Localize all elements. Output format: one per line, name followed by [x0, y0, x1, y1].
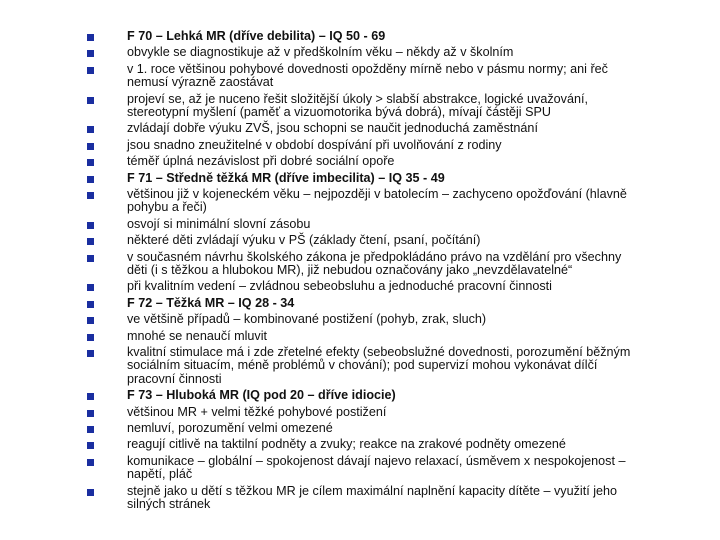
list-item [127, 438, 687, 451]
bullet-square-icon [87, 222, 94, 229]
bullet-square-icon [87, 410, 94, 417]
bullet-square-icon [87, 442, 94, 449]
list-item [127, 155, 687, 168]
list-item-line: F 73 – Hluboká MR (IQ pod 20 – dříve idiocie) [127, 388, 396, 403]
section-heading [127, 389, 687, 402]
list-item-line: sociálním situacím, méně problémů v chování); pod supervizí mohou vykonávat dílčí [127, 358, 598, 373]
list-item-line: při kvalitním vedení – zvládnou sebeobsluhu a jednoduché pracovní činnosti [127, 279, 552, 294]
list-item [127, 251, 687, 278]
section-heading [127, 172, 687, 185]
list-item [127, 188, 687, 215]
list-item-line: většinou již v kojeneckém věku – nejpozději v batolecím – zachyceno opožďování (hlavně [127, 187, 627, 201]
list-item-line: pohybu a řeči) [127, 200, 207, 215]
list-item [127, 139, 687, 152]
bullet-square-icon [87, 159, 94, 166]
list-item [127, 346, 687, 386]
list-item [127, 234, 687, 247]
bullet-square-icon [87, 426, 94, 433]
list-item-line: nemluví, porozumění velmi omezené [127, 421, 333, 435]
list-item-line: stereotypní myšlení (paměť a vizuomotorika bývá dobrá), mívají částěji SPU [127, 105, 551, 119]
list-item [127, 280, 687, 293]
list-item-line: kvalitní stimulace má i zde zřetelné efekty (sebeobslužné dovednosti, porozumění běžným [127, 345, 631, 359]
list-item [127, 63, 687, 90]
bullet-square-icon [87, 255, 94, 262]
list-item [127, 422, 687, 435]
list-item-line: komunikace – globální – spokojenost dávají najevo relaxací, úsměvem x nespokojenost – [127, 453, 626, 468]
list-item-line: zvládají dobře výuku ZVŠ, jsou schopni se naučit jednoduchá zaměstnání [127, 121, 538, 136]
list-item-line: pracovní činnosti [127, 371, 222, 386]
list-item [127, 46, 687, 59]
list-item-line: děti (i s těžkou a hlubokou MR), již nebudou označovány jako „nevzdělavatelné“ [127, 263, 573, 277]
list-item-line: napětí, pláč [127, 467, 193, 482]
section-heading [127, 297, 687, 310]
list-item-line: osvojí si minimální slovní zásobu [127, 216, 311, 231]
bullet-square-icon [87, 50, 94, 57]
bullet-square-icon [87, 393, 94, 400]
list-item [127, 485, 687, 512]
bullet-square-icon [87, 34, 94, 41]
list-item-line: téměř úplná nezávislost při dobré sociální opoře [127, 154, 395, 169]
list-item-line: reagují citlivě na taktilní podněty a zvuky; reakce na zrakové podněty omezené [127, 437, 566, 452]
list-item-line: F 70 – Lehká MR (dříve debilita) – IQ 50 - 69 [127, 29, 386, 43]
bullet-square-icon [87, 317, 94, 324]
list-item [127, 313, 687, 326]
list-item-line: F 71 – Středně těžká MR (dříve imbecilita) – IQ 35 - 49 [127, 170, 445, 185]
section-heading [127, 30, 687, 43]
bullet-square-icon [87, 284, 94, 291]
list-item [127, 330, 687, 343]
bullet-square-icon [87, 459, 94, 466]
bullet-square-icon [87, 97, 94, 104]
bullet-square-icon [87, 301, 94, 308]
list-item-line: některé děti zvládají výuku v PŠ (základy čtení, psaní, počítání) [127, 233, 481, 248]
list-item-line: v 1. roce většinou pohybové dovednosti opožděny mírně nebo v pásmu normy; ani řeč [127, 61, 608, 76]
list-item-line: obvykle se diagnostikuje až v předškolním věku – někdy až v školním [127, 45, 514, 60]
list-item-line: stejně jako u dětí s těžkou MR je cílem maximální naplnění kapacity dítěte – využití jeho [127, 483, 618, 498]
list-item [127, 455, 687, 482]
bullet-square-icon [87, 334, 94, 341]
list-item [127, 406, 687, 419]
list-item-line: F 72 – Těžká MR – IQ 28 - 34 [127, 295, 295, 310]
list-item-line: v současném návrhu školského zákona je předpokládáno právo na vzdělání pro všechny [127, 249, 622, 264]
list-item-line: projeví se, až je nuceno řešit složitější úkoly > slabší abstrakce, logické uvažování, [127, 91, 588, 106]
bullet-square-icon [87, 143, 94, 150]
bullet-square-icon [87, 176, 94, 183]
bullet-square-icon [87, 192, 94, 199]
list-item-line: silných stránek [127, 497, 211, 511]
bullet-square-icon [87, 126, 94, 133]
bullet-square-icon [87, 350, 94, 357]
list-item [127, 122, 687, 135]
list-item [127, 218, 687, 231]
list-item-line: nemusí výrazně zaostávat [127, 75, 274, 90]
list-item [127, 93, 687, 120]
list-item-line: ve většině případů – kombinované postižení (pohyb, zrak, sluch) [127, 312, 487, 327]
bullet-square-icon [87, 67, 94, 74]
list-item-line: mnohé se nenaučí mluvit [127, 328, 268, 343]
bullet-square-icon [87, 489, 94, 496]
list-item-line: jsou snadno zneužitelné v období dospívání při uvolňování z rodiny [127, 137, 502, 152]
bullet-square-icon [87, 238, 94, 245]
list-item-line: většinou MR + velmi těžké pohybové postižení [127, 404, 387, 419]
